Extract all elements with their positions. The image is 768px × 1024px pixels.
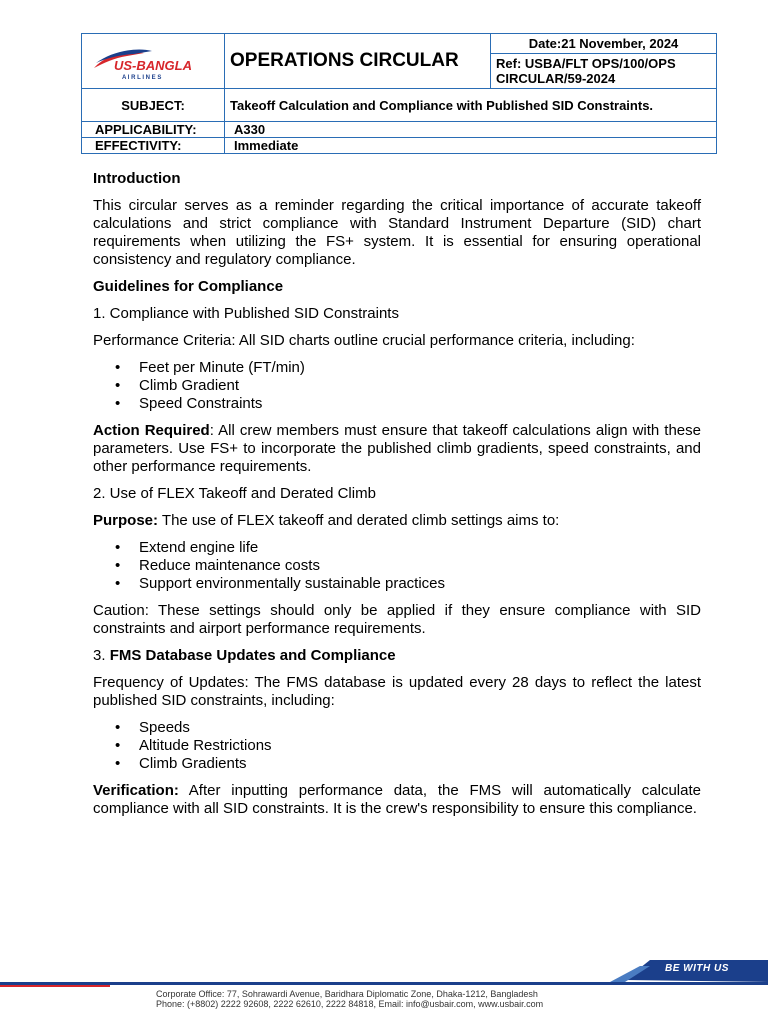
list-item: • Climb Gradients [93, 755, 701, 773]
effectivity-value: Immediate [225, 138, 717, 154]
effectivity-label: EFFECTIVITY: [82, 138, 225, 154]
intro-heading: Introduction [93, 170, 181, 187]
section3-number: 3. [93, 647, 110, 664]
logo-swoosh-icon [82, 34, 225, 88]
svg-text:US-BANGLA: US-BANGLA [114, 58, 192, 73]
list-item: • Support environmentally sustainable practices [93, 575, 701, 593]
section3-verification [93, 782, 701, 818]
circular-body [93, 170, 701, 827]
subject-value: Takeoff Calculation and Compliance with Published SID Constraints. [225, 89, 717, 122]
list-item: • Altitude Restrictions [93, 737, 701, 755]
action-required-text: : All crew members must ensure that takeoff calculations align with these parameters. Use FS+ to incorporate the published climb gradients, speed constraints, and other performance requirements. [93, 422, 701, 475]
section1-title: 1. Compliance with Published SID Constraints [93, 305, 399, 322]
section3-title [93, 647, 701, 665]
footer-contact-line: Phone: (+8802) 2222 92608, 2222 62610, 2222 84818, Email: info@usbair.com, www.usbair.com [156, 999, 544, 1009]
section2-list [93, 539, 701, 593]
verification-text: After inputting performance data, the FMS will automatically calculate compliance with all SID constraints. It is the crew's responsibility to ensure this compliance. [93, 782, 701, 817]
list-item: • Feet per Minute (FT/min) [93, 359, 701, 377]
footer-banner [0, 952, 768, 1024]
logo-cell [82, 34, 225, 89]
footer-slogan: BE WITH US [665, 963, 729, 974]
section3-frequency: Frequency of Updates: The FMS database is updated every 28 days to reflect the latest published SID constraints, including: [93, 674, 701, 709]
circular-header-table [81, 33, 717, 154]
section2-title: 2. Use of FLEX Takeoff and Derated Climb [93, 485, 376, 502]
section1-list [93, 359, 701, 413]
applicability-value: A330 [225, 122, 717, 138]
section3-title-text: FMS Database Updates and Compliance [109, 647, 396, 664]
circular-date: Date:21 November, 2024 [491, 34, 717, 54]
section1-action [93, 422, 701, 476]
footer-address-line: Corporate Office: 77, Sohrawardi Avenue, Baridhara Diplomatic Zone, Dhaka-1212, Bangladesh [156, 989, 538, 999]
list-item: • Speed Constraints [93, 395, 701, 413]
purpose-text: The use of FLEX takeoff and derated climb settings aims to: [158, 512, 560, 529]
section2-caution: Caution: These settings should only be applied if they ensure compliance with SID constraints and airport performance requirements. [93, 602, 701, 637]
svg-text:A I R L I N E S: A I R L I N E S [122, 75, 162, 81]
verification-label: Verification: [93, 782, 179, 799]
page-footer [0, 952, 768, 1024]
list-item: • Speeds [93, 719, 701, 737]
subject-label: SUBJECT: [82, 89, 225, 122]
applicability-label: APPLICABILITY: [82, 122, 225, 138]
footer-address [156, 989, 543, 1009]
purpose-label: Purpose: [93, 512, 159, 529]
list-item: • Climb Gradient [93, 377, 701, 395]
section1-performance: Performance Criteria: All SID charts outline crucial performance criteria, including: [93, 332, 635, 349]
intro-text: This circular serves as a reminder regarding the critical importance of accurate takeoff calculations and strict compliance with Standard Instrument Departure (SID) chart requirements when utilizing the FS+ system. It is essential for ensuring operational consistency and regulatory compliance. [93, 197, 701, 268]
section3-list [93, 719, 701, 773]
action-required-label: Action Required [93, 422, 210, 439]
guidelines-heading: Guidelines for Compliance [93, 278, 284, 295]
circular-ref: Ref: USBA/FLT OPS/100/OPS CIRCULAR/59-2024 [491, 54, 717, 89]
list-item: • Extend engine life [93, 539, 701, 557]
circular-title: OPERATIONS CIRCULAR [225, 34, 491, 89]
list-item: • Reduce maintenance costs [93, 557, 701, 575]
section2-purpose [93, 512, 701, 530]
us-bangla-logo [82, 34, 225, 88]
